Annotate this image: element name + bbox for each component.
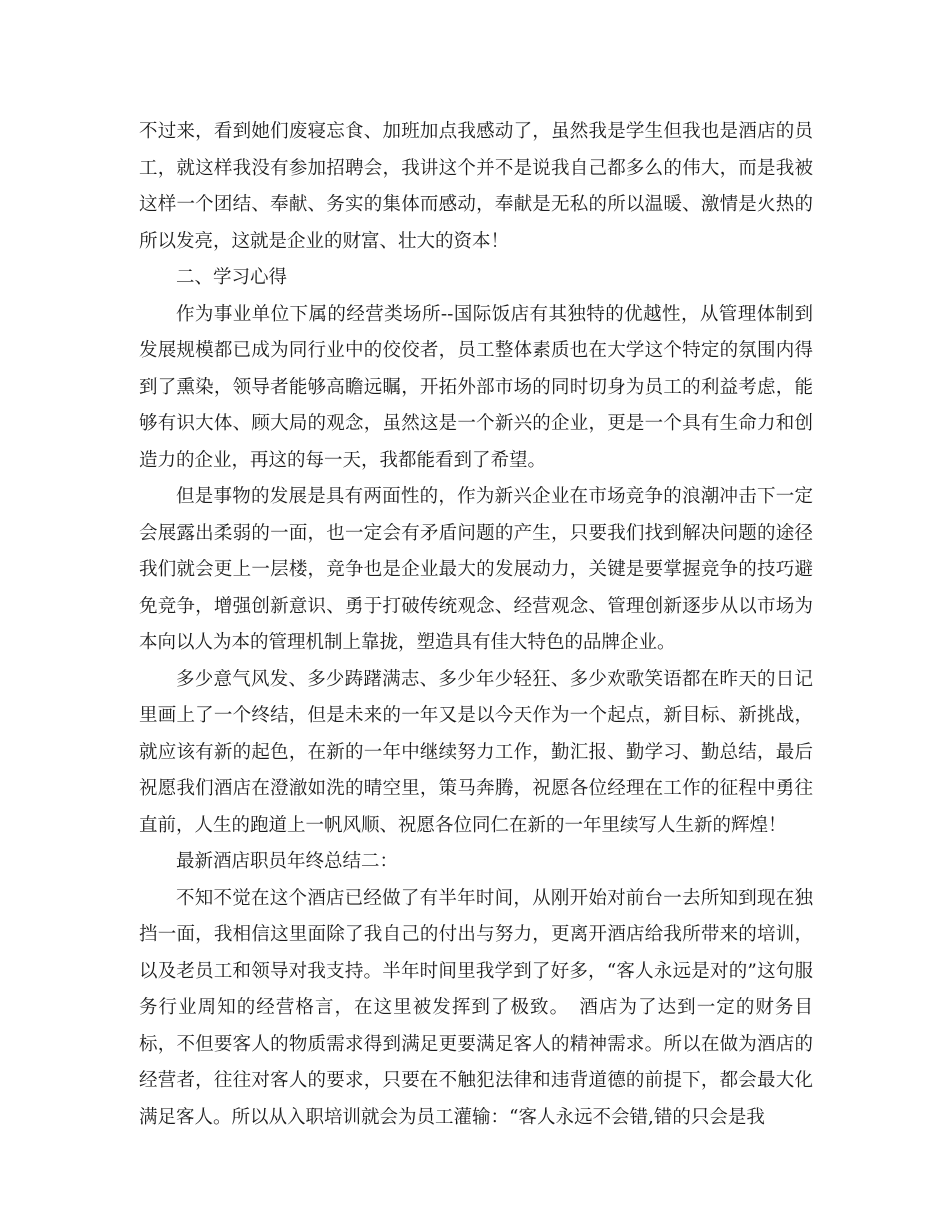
section-heading-study: 二、学习心得: [176, 267, 288, 288]
paragraph-1: 不过来，看到她们废寝忘食、加班加点我感动了，虽然我是学生但我也是酒店的员工，就这样我没有参加招聘会，我讲这个并不是说我自己都多么的伟大，而是我被这样一个团结、奉献、务实的集体而感动，奉献是无私的所以温暖、激情是火热的所以发亮，这就是企业的财富、壮大的资本！: [139, 121, 813, 252]
paragraph-3: 作为事业单位下属的经营类场所--国际饭店有其独特的优越性，从管理体制到发展规模都已成为同行业中的佼佼者，员工整体素质也在大学这个特定的氛围内得到了熏染，领导者能够高瞻远瞩，开拓外部市场的同时切身为员工的利益考虑，能够有识大体、顾大局的观念，虽然这是一个新兴的企业，更是一个具有生命力和创造力的企业，再这的每一天，我都能看到了希望。: [139, 303, 813, 471]
paragraph-4: 但是事物的发展是具有两面性的，作为新兴企业在市场竞争的浪潮冲击下一定会展露出柔弱的一面，也一定会有矛盾问题的产生，只要我们找到解决问题的途径我们就会更上一层楼，竞争也是企业最大的发展动力，关键是要掌握竞争的技巧避免竞争，增强创新意识、勇于打破传统观念、经营观念、管理创新逐步从以市场为本向以人为本的管理机制上靠拢，塑造具有佳大特色的品牌企业。: [139, 486, 813, 653]
paragraph-7: 不知不觉在这个酒店已经做了有半年时间，从刚开始对前台一去所知到现在独挡一面，我相信这里面除了我自己的付出与努力，更离开酒店给我所带来的培训，以及老员工和领导对我支持。半年时间里我学到了好多，“客人永远是对的”这句服务行业周知的经营格言，在这里被发挥到了极致。 酒店为了达到一定的财务目标，不但要客人的物质需求得到满足更要满足客人的精神需求。所以在做为酒店的经营者，往往对客人的要求，只要在不触犯法律和违背道德的前提下，都会最大化满足客人。所以从入职培训就会为员工灌输：“客人永远不会错,错的只会是我: [139, 887, 813, 1128]
paragraph-5: 多少意气风发、多少踌躇满志、多少年少轻狂、多少欢歌笑语都在昨天的日记里画上了一个终结，但是未来的一年又是以今天作为一个起点，新目标、新挑战，就应该有新的起色，在新的一年中继续努力工作，勤汇报、勤学习、勤总结，最后祝愿我们酒店在澄澈如洗的晴空里，策马奔腾，祝愿各位经理在工作的征程中勇往直前，人生的跑道上一帆风顺、祝愿各位同仁在新的一年里续写人生新的辉煌！: [139, 668, 813, 836]
section-heading-summary-two: 最新酒店职员年终总结二：: [176, 851, 399, 872]
document-page: [139, 114, 813, 1136]
